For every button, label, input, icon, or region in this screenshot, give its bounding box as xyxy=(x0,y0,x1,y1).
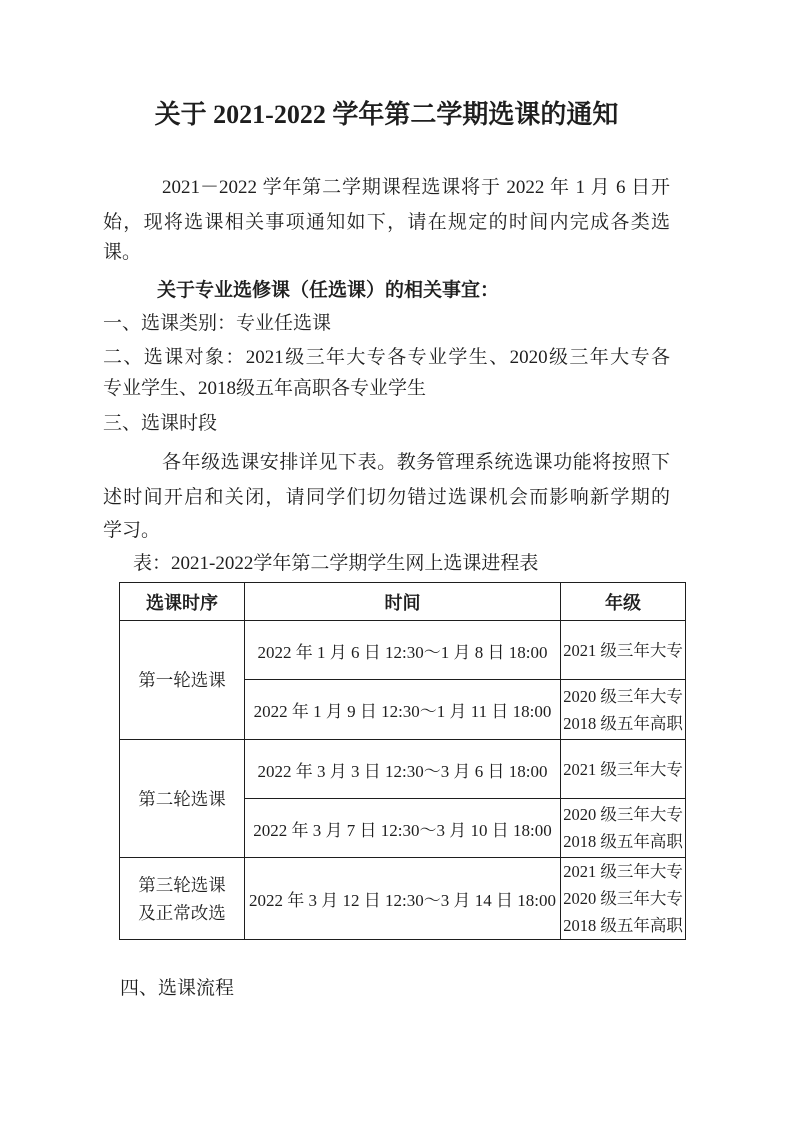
grade-line: 2021 级三年大专 xyxy=(563,640,683,660)
phase-cell-round-1 xyxy=(120,621,245,740)
grade-cell xyxy=(561,740,686,799)
table-row xyxy=(120,740,686,799)
grade-line: 2020 级三年大专 xyxy=(563,686,683,706)
phase-line: 第一轮选课 xyxy=(138,670,226,690)
period-note-line-2: 述时间开启和关闭，请同学们切勿错过选课机会而影响新学期的 xyxy=(103,487,670,508)
period-note-line-3: 学习。 xyxy=(103,520,161,541)
table-header-row xyxy=(120,583,686,621)
list-item-target-line-2: 专业学生、2018级五年高职各专业学生 xyxy=(103,378,427,399)
grade-line: 2020 级三年大专 xyxy=(563,889,683,908)
time-cell: 2022 年 3 月 7 日 12:30～3 月 10 日 18:00 xyxy=(245,799,561,858)
grade-cell xyxy=(561,858,686,940)
col-header-time: 时间 xyxy=(245,583,561,621)
section-heading: 关于专业选修课（任选课）的相关事宜： xyxy=(157,280,500,301)
grade-line: 2021 级三年大专 xyxy=(563,862,683,881)
grade-cell xyxy=(561,680,686,740)
time-cell: 2022 年 3 月 3 日 12:30～3 月 6 日 18:00 xyxy=(245,740,561,799)
grade-line: 2018 级五年高职 xyxy=(563,832,683,851)
time-cell: 2022 年 3 月 12 日 12:30～3 月 14 日 18:00 xyxy=(245,858,561,940)
col-header-phase: 选课时序 xyxy=(120,583,245,621)
notice-title: 关于 2021-2022 学年第二学期选课的通知 xyxy=(154,100,619,129)
grade-line: 2021 级三年大专 xyxy=(563,759,683,779)
col-header-grade: 年级 xyxy=(561,583,686,621)
schedule-table-caption: 表：2021-2022学年第二学期学生网上选课进程表 xyxy=(133,553,539,574)
table-row xyxy=(120,858,686,940)
list-item-process: 四、选课流程 xyxy=(120,978,235,999)
intro-line-3: 课。 xyxy=(103,242,142,263)
phase-line: 第二轮选课 xyxy=(138,788,226,809)
list-item-target-line-1: 二、选课对象：2021级三年大专各专业学生、2020级三年大专各 xyxy=(103,347,670,368)
grade-cell xyxy=(561,799,686,858)
phase-line: 及正常改选 xyxy=(138,902,226,923)
list-item-category: 一、选课类别：专业任选课 xyxy=(103,313,332,334)
table-row xyxy=(120,621,686,680)
phase-line: 第三轮选课 xyxy=(138,874,226,895)
intro-line-2: 始，现将选课相关事项通知如下，请在规定的时间内完成各类选 xyxy=(103,212,670,233)
grade-line: 2018 级五年高职 xyxy=(563,916,683,935)
phase-cell-round-2 xyxy=(120,740,245,858)
schedule-table xyxy=(119,582,686,940)
phase-cell-round-3 xyxy=(120,858,245,940)
period-note-line-1: 各年级选课安排详见下表。教务管理系统选课功能将按照下 xyxy=(162,452,670,473)
grade-line: 2020 级三年大专 xyxy=(563,805,683,824)
time-cell: 2022 年 1 月 6 日 12:30～1 月 8 日 18:00 xyxy=(245,621,561,680)
time-cell: 2022 年 1 月 9 日 12:30～1 月 11 日 18:00 xyxy=(245,680,561,740)
list-item-period: 三、选课时段 xyxy=(103,413,218,434)
grade-cell xyxy=(561,621,686,680)
grade-line: 2018 级五年高职 xyxy=(563,713,683,733)
intro-line-1: 2021－2022 学年第二学期课程选课将于 2022 年 1 月 6 日开 xyxy=(162,177,670,198)
